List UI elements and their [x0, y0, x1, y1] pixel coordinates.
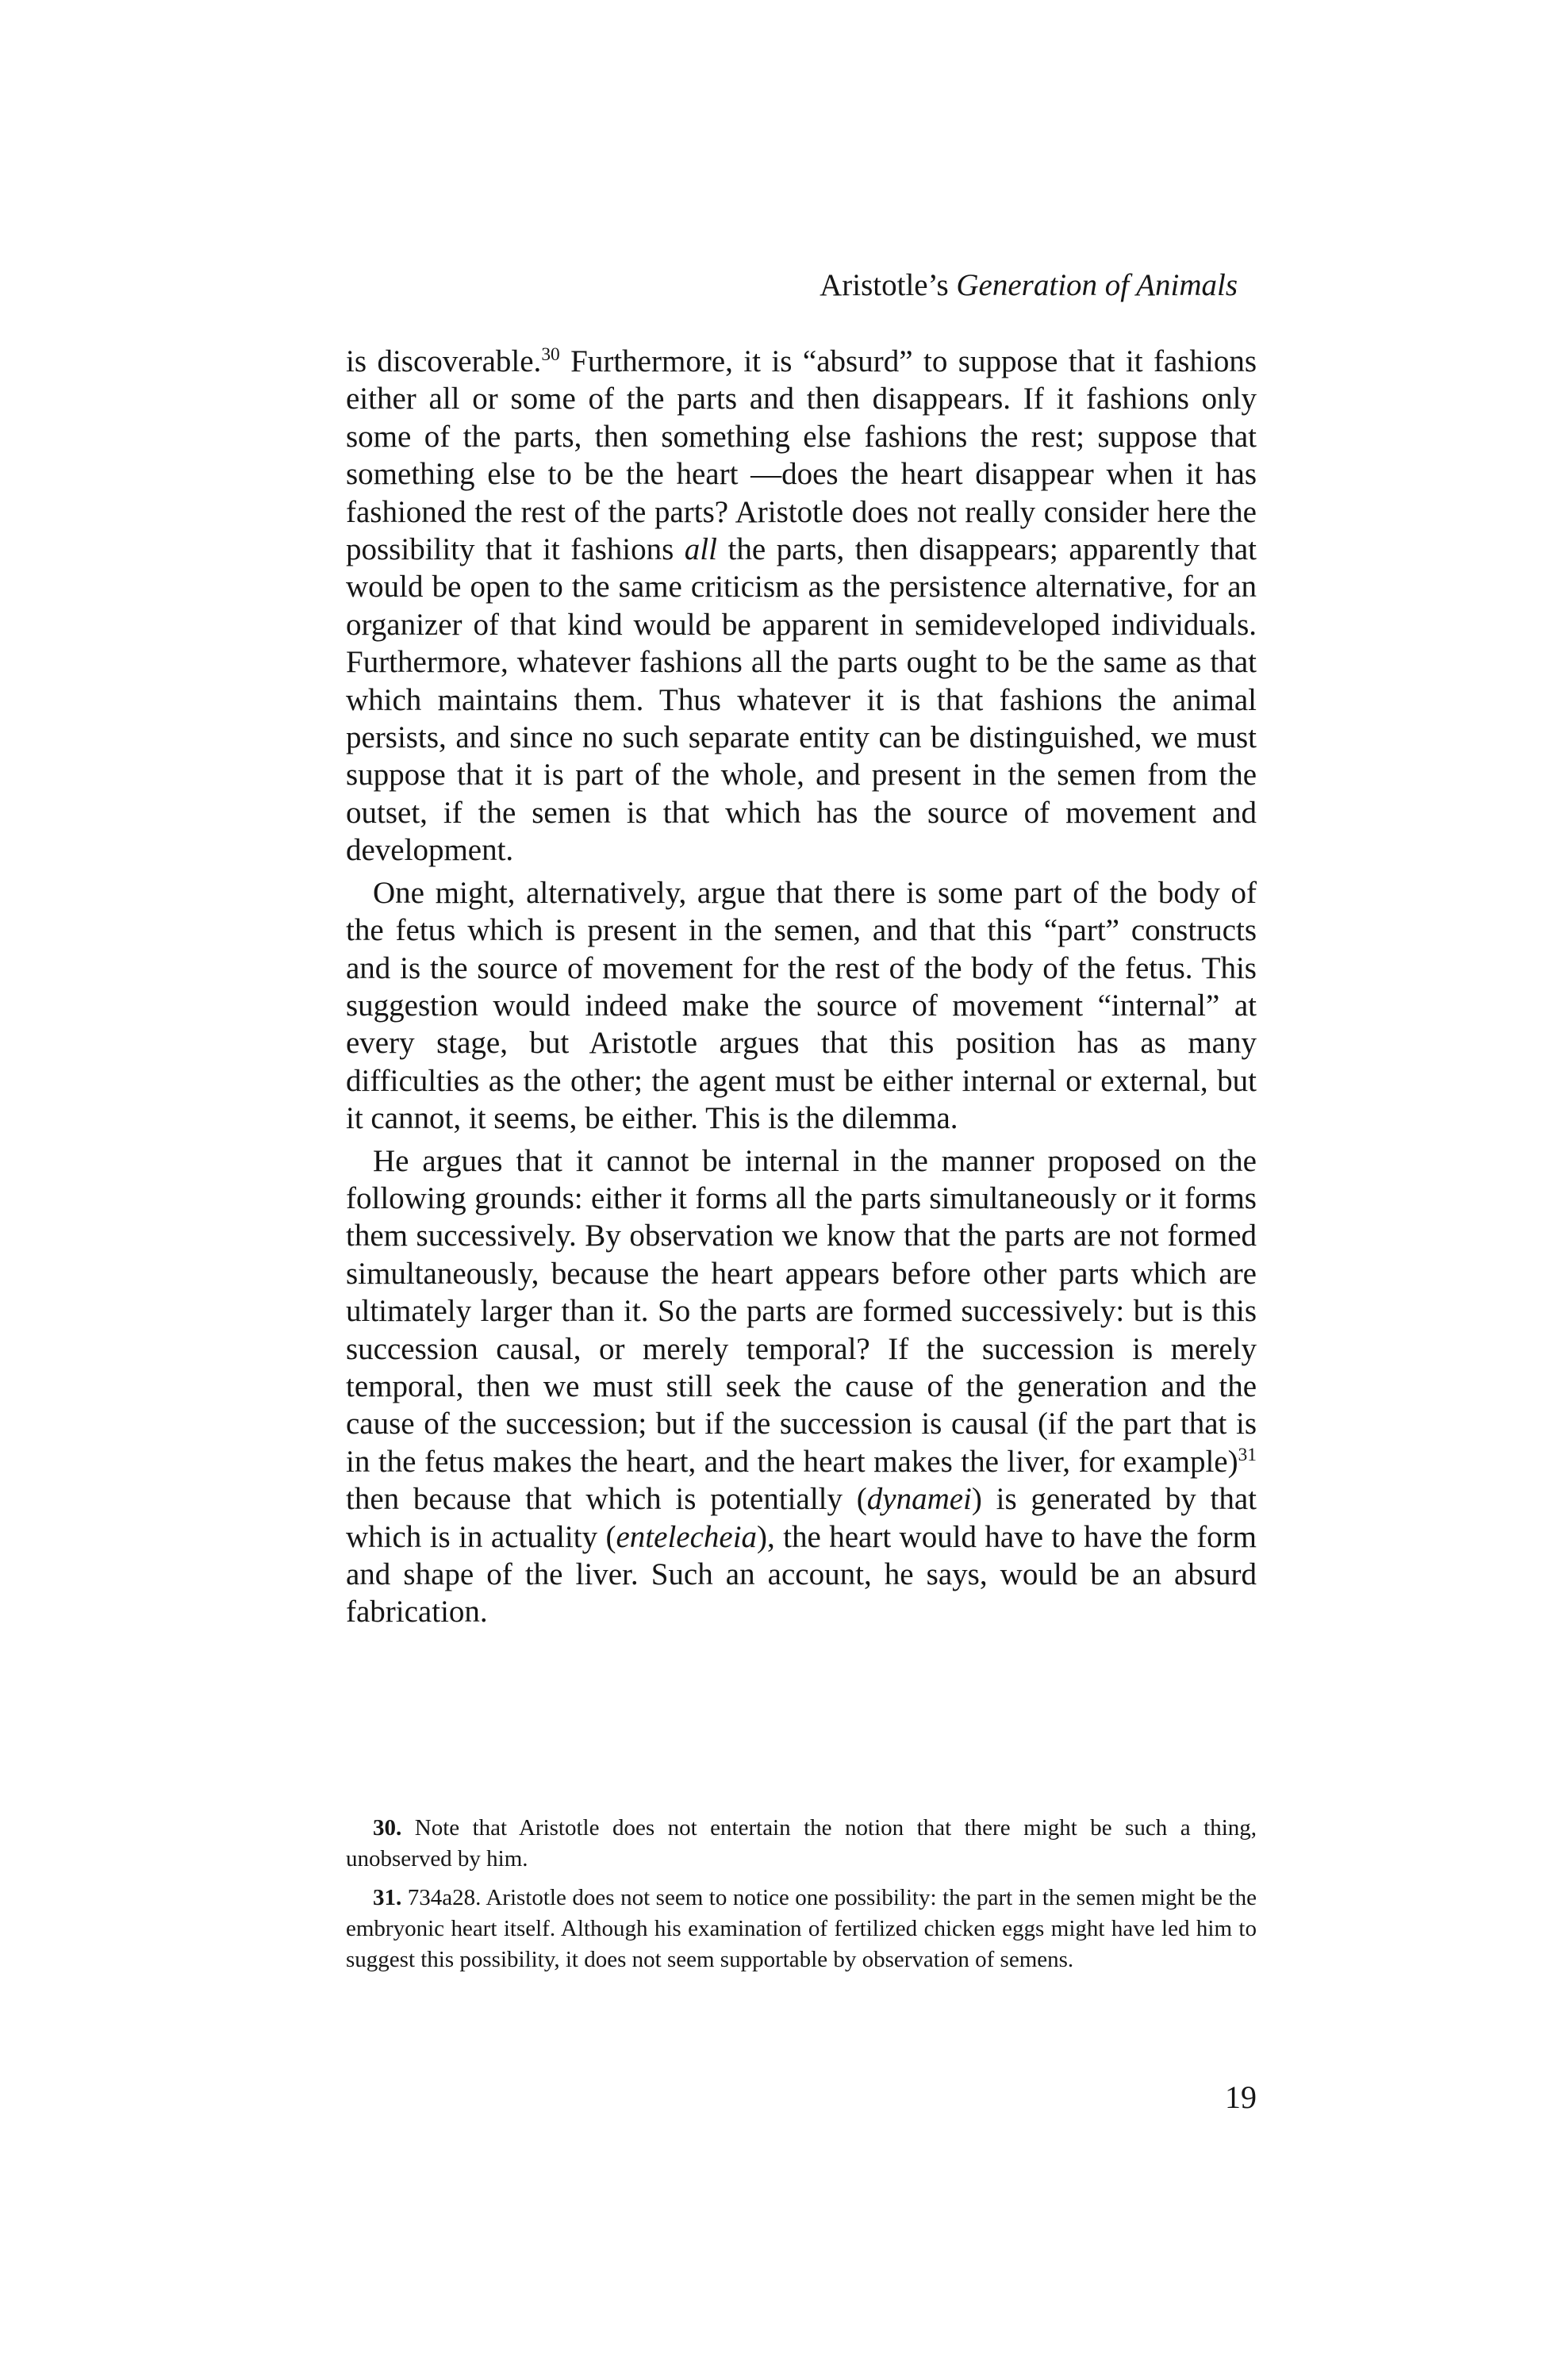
- running-head-book-title: Generation of Animals: [956, 268, 1238, 302]
- footnote-ref-31[interactable]: 31: [1238, 1444, 1257, 1465]
- paragraph-3-text-a: He argues that it cannot be internal in the manner proposed on the following grounds: either it forms all the parts simultaneously or it forms them successively. By observation we know that the parts are not formed simultaneously, because the heart appears before other parts which are ultimately larger than it. So the parts are formed successively: but is this succession causal, or merely temporal? If the succession is merely temporal, then we must still seek the cause of the generation and the cause of the succession; but if the succession is causal (if the part that is in the fetus makes the heart, and the heart makes the liver, for example): [346, 1143, 1257, 1479]
- footnote-30: [346, 1813, 1257, 1875]
- paragraph-2: One might, alternatively, argue that there is some part of the body of the fetus which is present in the semen, and that this “part” constructs and is the source of movement for the rest of the body of the fetus. This suggestion would indeed make the source of movement “internal” at every stage, but Aristotle argues that this position has as many difficulties as the other; the agent must be either internal or external, but it cannot, it seems, be either. This is the dilemma.: [346, 875, 1257, 1136]
- paragraph-3-text-d: ), the heart would have to have the form and shape of the liver. Such an account, he says, would be an absurd fabrication.: [346, 1519, 1257, 1630]
- footnote-31: [346, 1883, 1257, 1975]
- paragraph-1-text-b: Furthermore, it is “absurd” to suppose that it fashions either all or some of the parts and then disappears. If it fashions only some of the parts, then something else fashions the rest; suppose that something else to be the heart —does the heart disappear when it has fashioned the rest of the parts? Aristotle does not really consider here the possibility that it fashions: [346, 344, 1257, 567]
- paragraph-3-text-c: ) is generated by that which is in actuality (: [346, 1482, 1257, 1554]
- page-number: 19: [1225, 2079, 1257, 2115]
- footnote-31-text: 734a28. Aristotle does not seem to notice one possibility: the part in the semen might be the embryonic heart itself. Although his examination of fertilized chicken eggs might have led him to suggest this possibility, it does not seem supportable by observation of semens.: [346, 1885, 1257, 1972]
- paragraph-3-text-b: then because that which is potentially (: [346, 1482, 867, 1517]
- footnotes: [346, 1813, 1257, 1975]
- footnote-ref-30[interactable]: 30: [541, 344, 560, 365]
- term-entelecheia: entelecheia: [616, 1519, 758, 1554]
- footnote-30-number: 30.: [373, 1815, 402, 1841]
- paragraph-1-text-a: is discoverable.: [346, 344, 542, 378]
- paragraph-1-text-c: the parts, then disappears; apparently that would be open to the same criticism as the persistence alternative, for an organizer of that kind would be apparent in semideveloped individuals. Furthermore, whatever fashions all the parts ought to be the same as that which maintains them. Thus whatever it is that fashions the animal persists, and since no such separate entity can be distinguished, we must suppose that it is part of the whole, and present in the semen from the outset, if the semen is that which has the source of movement and development.: [346, 532, 1257, 868]
- body-text: [346, 343, 1257, 1631]
- running-head: [651, 265, 1238, 306]
- footnote-30-text: Note that Aristotle does not entertain the notion that there might be such a thing, unobserved by him.: [346, 1815, 1257, 1871]
- footnote-31-number: 31.: [373, 1885, 402, 1910]
- emphasis-all: all: [684, 532, 717, 567]
- paragraph-3: [346, 1142, 1257, 1631]
- term-dynamei: dynamei: [866, 1482, 972, 1517]
- paragraph-1: [346, 343, 1257, 869]
- running-head-author: Aristotle’s: [820, 268, 957, 302]
